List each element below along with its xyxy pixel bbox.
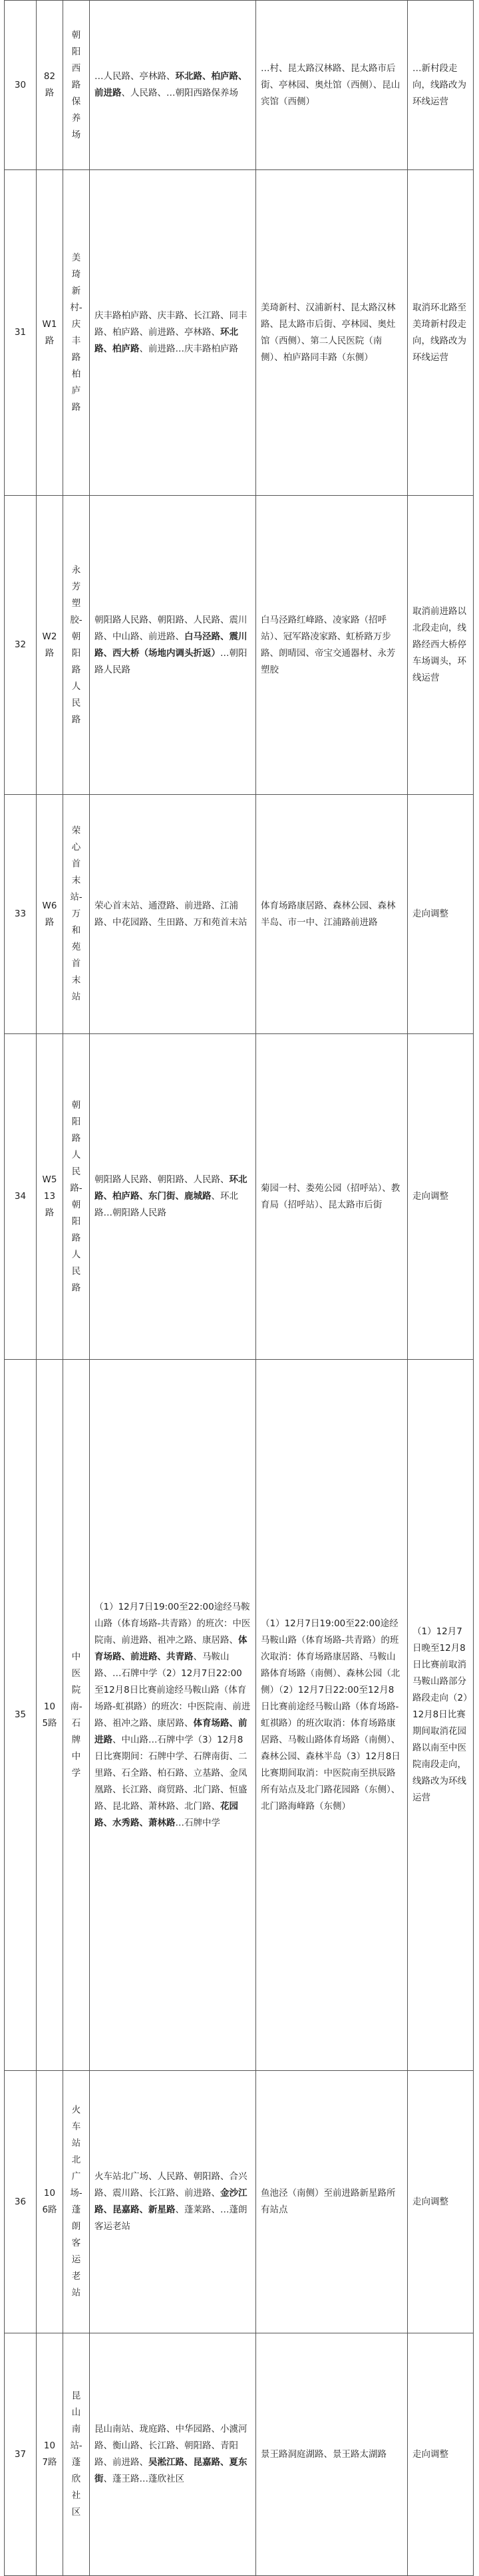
route-number-cell: 105路: [37, 1360, 63, 2071]
route-segment: …人民路、亭林路、: [94, 71, 176, 82]
table-row: [5, 1, 474, 170]
route-name-cell: 永芳塑胶-朝阳路人民路: [63, 496, 90, 795]
row-index-cell: 37: [5, 2333, 37, 2576]
row-index-cell: 33: [5, 795, 37, 1034]
affected-road-segment: 环北路、柏庐路: [94, 327, 238, 354]
row-index-cell: 34: [5, 1034, 37, 1360]
cancelled-stops-cell: 体育场路康居路、森林公园、森林半岛、市一中、江浦路前进路: [256, 795, 408, 1034]
route-name-cell: 朝阳西路保养场: [63, 1, 90, 170]
table-row: [5, 1034, 474, 1360]
table-row: [5, 1360, 474, 2071]
table-row: [5, 496, 474, 795]
route-segment: 、中山路…石牌中学: [112, 1734, 194, 1745]
original-route-cell: [90, 1360, 256, 2071]
adjustment-note-cell: 取消前进路以北段走向，线路经西大桥停车场调头，环线运营: [408, 496, 474, 795]
cancelled-stops-cell: （1）12月7日19:00至22:00途经马鞍山路（体育场路-共青路）的班次取消：体育场路康居路、马鞍山路体育场路（南侧）、森林公园（北侧）（2）12月7日22:00至12月8日比赛前途经马鞍山路（体育场路-虹祺路）的班次取消：体育场路康居路、马鞍山路体育场路（南侧）、森林公园、森林半岛（3）12月8日比赛期间取消：中医院南至拱辰路所有站点及北门路花园路（东侧）、北门路海峰路（东侧）: [256, 1360, 408, 2071]
original-route-cell: [90, 2071, 256, 2333]
route-number-cell: 107路: [37, 2333, 63, 2576]
affected-road-segment: 环北路、柏庐路、前进路: [94, 71, 247, 98]
route-segment: 火车站北广场、人民路、朝阳路、合兴路、震川路、长江路、前进路、: [94, 2171, 247, 2199]
cancelled-stops-cell: 景王路洞庭湖路、景王路太湖路: [256, 2333, 408, 2576]
route-segment: 朝阳路人民路、朝阳路、人民路、震川路、中山路、前进路、: [94, 614, 247, 642]
route-name-cell: 火车站北广场-蓬朗客运老站: [63, 2071, 90, 2333]
row-index-cell: 35: [5, 1360, 37, 2071]
route-segment: 、蓬莱路、…蓬朗客运老站: [94, 2204, 247, 2232]
adjustment-note-cell: 取消环北路至美琦新村段走向，线路改为环线运营: [408, 170, 474, 496]
table-row: [5, 2333, 474, 2576]
route-number-cell: 106路: [37, 2071, 63, 2333]
route-name-cell: 美琦新村-庆丰路柏庐路: [63, 170, 90, 496]
adjustment-note-cell: 走向调整: [408, 2071, 474, 2333]
affected-road-segment: 白马泾路、震川路、西大桥（场地内调头折返）: [94, 631, 247, 659]
adjustment-note-cell: 走向调整: [408, 795, 474, 1034]
route-name-cell: 朝阳路人民路-朝阳路人民路: [63, 1034, 90, 1360]
route-name-cell: 中医院南-石牌中学: [63, 1360, 90, 2071]
cancelled-stops-cell: 美琦新村、汉浦新村、昆太路汉林路、昆太路市后街、亭林园、奥灶馆（西侧）、第二人民医院（南侧）、柏庐路同丰路（东侧）: [256, 170, 408, 496]
adjustment-note-cell: 走向调整: [408, 1034, 474, 1360]
route-number-cell: W6路: [37, 795, 63, 1034]
route-segment: 、人民路、…朝阳西路保养场: [121, 88, 238, 98]
affected-road-segment: 体育场路、前进路: [94, 1717, 247, 1745]
adjustment-note-cell: 走向调整: [408, 2333, 474, 2576]
original-route-cell: [90, 795, 256, 1034]
cancelled-stops-cell: 鱼池泾（南侧）至前进路新星路所有站点: [256, 2071, 408, 2333]
route-name-cell: 昆山南站-蓬欣社区: [63, 2333, 90, 2576]
adjustment-note-cell: （1）12月7日晚至12月8日比赛前取消马鞍山路部分路段走向（2）12月8日比赛期间取消花园路以南至中医院南段走向，线路改为环线运营: [408, 1360, 474, 2071]
route-segment: 朝阳路人民路、朝阳路、人民路、: [94, 1174, 230, 1185]
route-segment: 、蓬王路…蓬欣社区: [103, 2474, 184, 2484]
route-number-cell: W513路: [37, 1034, 63, 1360]
row-index-cell: 32: [5, 496, 37, 795]
affected-road-segment: 吴淞江路、昆嘉路、夏东街: [94, 2457, 247, 2484]
table-row: [5, 170, 474, 496]
route-segment: （2）12月7日22:00至12月8日比赛前途经马鞍山路（体育场路-虹祺路）的班次：: [94, 1667, 247, 1712]
affected-road-segment: 体育场路、前进路、共青路: [94, 1634, 247, 1662]
cancelled-stops-cell: 菊园一村、娄苑公园（招呼站）、教育局（招呼站）、昆太路市后街: [256, 1034, 408, 1360]
row-index-cell: 31: [5, 170, 37, 496]
table-row: [5, 795, 474, 1034]
route-name-cell: 荣心首末站-万和苑首末站: [63, 795, 90, 1034]
row-index-cell: 36: [5, 2071, 37, 2333]
affected-road-segment: 金沙江路、昆嘉路、新星路: [94, 2188, 247, 2215]
route-segment: 中医院南、前进路、祖冲之路、康居路、: [94, 1618, 251, 1646]
route-segment: 荣心首末站、通澄路、前进路、江浦路、中花园路、生田路、万和苑首末站: [94, 900, 247, 928]
route-segment: 庆丰路柏庐路、庆丰路、长江路、同丰路、柏庐路、前进路、亭林路、: [94, 310, 247, 338]
cancelled-stops-cell: …村、昆太路汉林路、昆太路市后街、亭林园、奥灶馆（西侧）、昆山宾馆（西侧）: [256, 1, 408, 170]
cancelled-stops-cell: 白马泾路红峰路、凌家路（招呼站）、冠军路凌家路、虹桥路万步路、朗晴园、帝宝交通器材、永芳塑胶: [256, 496, 408, 795]
affected-road-segment: 环北路、柏庐路、东门街、鹿城路: [94, 1174, 247, 1202]
row-index-cell: 30: [5, 1, 37, 170]
route-segment: 、前进路…庆丰路柏庐路: [139, 344, 238, 354]
adjustment-note-cell: …新村段走向，线路改为环线运营: [408, 1, 474, 170]
route-segment: …朝阳路人民路: [94, 647, 247, 675]
original-route-cell: [90, 170, 256, 496]
original-route-cell: [90, 2333, 256, 2576]
route-segment: 、马鞍山路、…石牌中学: [94, 1651, 230, 1679]
route-segment: （1）12月7日19:00至22:00途经马鞍山路（体育场路-共青路）的班次：: [94, 1601, 250, 1629]
route-segment: …石牌中学: [175, 1817, 220, 1828]
route-adjustment-table: [4, 0, 474, 2576]
route-segment: 、环北路…朝阳路人民路: [94, 1191, 238, 1218]
original-route-cell: [90, 1034, 256, 1360]
route-segment: 昆山南站、珑庭路、中华园路、小澞河路、衡山路、长江路、朝阳路、青阳路、前进路、: [94, 2424, 247, 2468]
affected-road-segment: 花园路、水秀路、萧林路: [94, 1800, 238, 1828]
table-row: [5, 2071, 474, 2333]
original-route-cell: [90, 496, 256, 795]
original-route-cell: [90, 1, 256, 170]
route-number-cell: 82路: [37, 1, 63, 170]
table-body: [5, 1, 474, 2576]
route-number-cell: W1路: [37, 170, 63, 496]
route-number-cell: W2路: [37, 496, 63, 795]
route-segment: 中医院南、前进路、祖冲之路、康居路、: [94, 1701, 251, 1729]
route-segment: （3）12月8日比赛期间：石牌中学、石牌南街、二里路、石全路、柏石路、立基路、金凤凰路、长江路、商贸路、北门路、恒盛路、昆北路、萧林路、北门路、: [94, 1734, 247, 1812]
